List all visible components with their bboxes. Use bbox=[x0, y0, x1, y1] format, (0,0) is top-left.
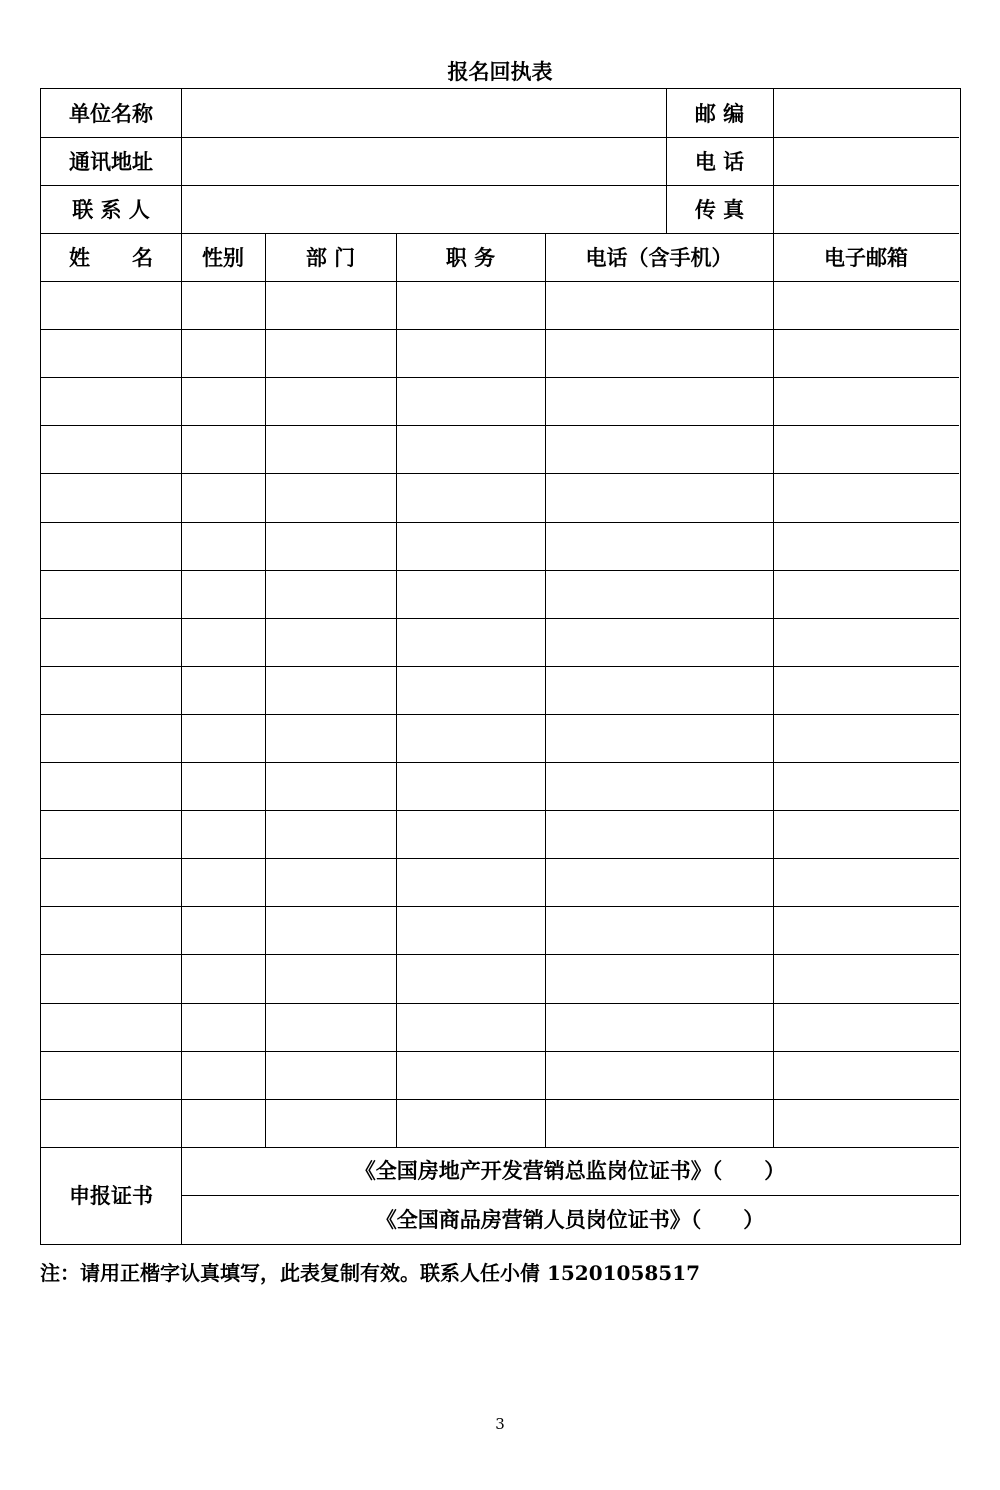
column-divider bbox=[666, 89, 667, 233]
column-divider bbox=[396, 233, 397, 1147]
column-header-gender: 性别 bbox=[202, 244, 244, 270]
row-divider bbox=[41, 233, 959, 234]
column-divider bbox=[181, 233, 182, 1147]
row-divider bbox=[41, 522, 959, 523]
column-header-name: 姓 名 bbox=[69, 244, 153, 270]
certificate-label: 申报证书 bbox=[69, 1182, 153, 1208]
certificate-divider bbox=[181, 1195, 959, 1196]
row-divider bbox=[41, 1147, 959, 1148]
row-divider bbox=[41, 954, 959, 955]
row-divider bbox=[41, 281, 959, 282]
row-divider bbox=[41, 666, 959, 667]
row-divider bbox=[41, 377, 959, 378]
column-divider bbox=[773, 89, 774, 233]
form-title: 报名回执表 bbox=[447, 59, 553, 84]
row-divider bbox=[41, 1099, 959, 1100]
footnote: 注：请用正楷字认真填写，此表复制有效。联系人任小倩 15201058517 bbox=[40, 1261, 701, 1285]
row-divider bbox=[41, 473, 959, 474]
column-divider bbox=[545, 233, 546, 1147]
contact-label: 联 系 人 bbox=[72, 196, 150, 222]
page-number: 3 bbox=[495, 1415, 505, 1433]
column-header-email: 电子邮箱 bbox=[824, 244, 908, 270]
row-divider bbox=[41, 810, 959, 811]
column-header-department: 部 门 bbox=[305, 244, 356, 270]
row-divider bbox=[41, 714, 959, 715]
unit-name-label: 单位名称 bbox=[69, 100, 153, 126]
row-divider bbox=[41, 570, 959, 571]
phone-label: 电 话 bbox=[694, 148, 745, 174]
row-divider bbox=[41, 1003, 959, 1004]
row-divider bbox=[41, 1051, 959, 1052]
address-label: 通讯地址 bbox=[69, 148, 153, 174]
certificate-option-staff: 《全国商品房营销人员岗位证书》（ ） bbox=[375, 1206, 765, 1232]
column-divider bbox=[181, 1147, 182, 1244]
column-divider bbox=[265, 233, 266, 1147]
postcode-label: 邮 编 bbox=[694, 100, 745, 126]
row-divider bbox=[41, 329, 959, 330]
row-divider bbox=[41, 137, 959, 138]
column-header-position: 职 务 bbox=[445, 244, 496, 270]
row-divider bbox=[41, 618, 959, 619]
column-header-phone: 电话（含手机） bbox=[585, 244, 733, 270]
column-divider bbox=[181, 89, 182, 233]
row-divider bbox=[41, 906, 959, 907]
fax-label: 传 真 bbox=[694, 196, 745, 222]
row-divider bbox=[41, 858, 959, 859]
certificate-option-director: 《全国房地产开发营销总监岗位证书》（ ） bbox=[354, 1158, 786, 1184]
column-divider bbox=[773, 233, 774, 1147]
registration-table bbox=[40, 88, 961, 1245]
row-divider bbox=[41, 762, 959, 763]
row-divider bbox=[41, 185, 959, 186]
row-divider bbox=[41, 425, 959, 426]
